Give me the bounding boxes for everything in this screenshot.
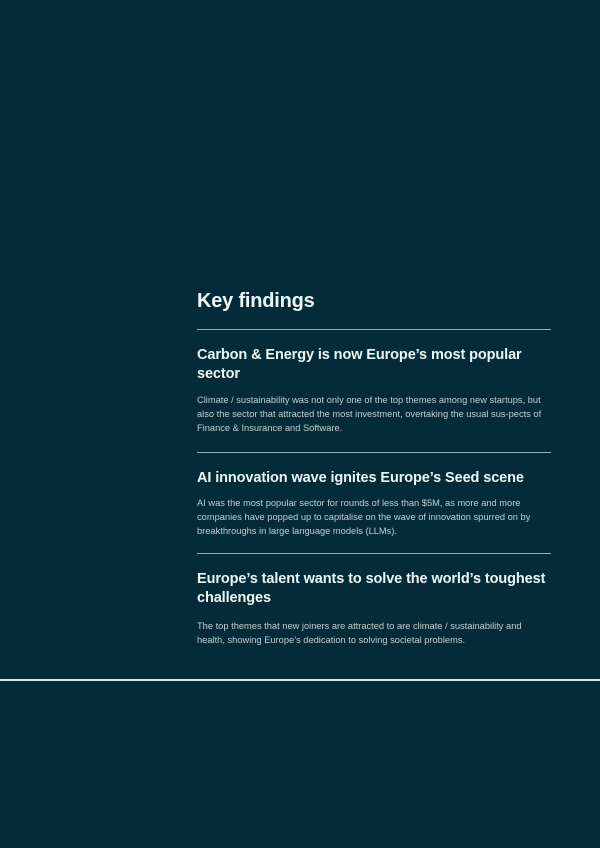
finding-item: [197, 330, 551, 452]
section-title: Key findings: [197, 290, 315, 312]
finding-body: Climate / sustainability was not only one of the top themes among new startups, but also the sector that attracted the most investment, overtaking the usual sus-pects of Finance & Insurance and Software.: [197, 395, 542, 433]
finding-heading: Carbon & Energy is now Europe’s most popular sector: [197, 347, 522, 382]
finding-item: [197, 453, 551, 553]
finding-item: [197, 554, 551, 648]
finding-body: The top themes that new joiners are attracted to are climate / sustainability and health, showing Europe’s dedication to solving societal problems.: [197, 621, 522, 645]
finding-heading: Europe’s talent wants to solve the world’s toughest challenges: [197, 571, 546, 606]
page-rule: [0, 679, 600, 681]
finding-body: AI was the most popular sector for rounds of less than $5M, as more and more companies have popped up to capitalise on the wave of innovation spurred on by breakthroughs in large language models (LLMs).: [197, 498, 531, 536]
finding-heading: AI innovation wave ignites Europe’s Seed scene: [197, 470, 524, 486]
key-findings-section: [197, 288, 551, 648]
